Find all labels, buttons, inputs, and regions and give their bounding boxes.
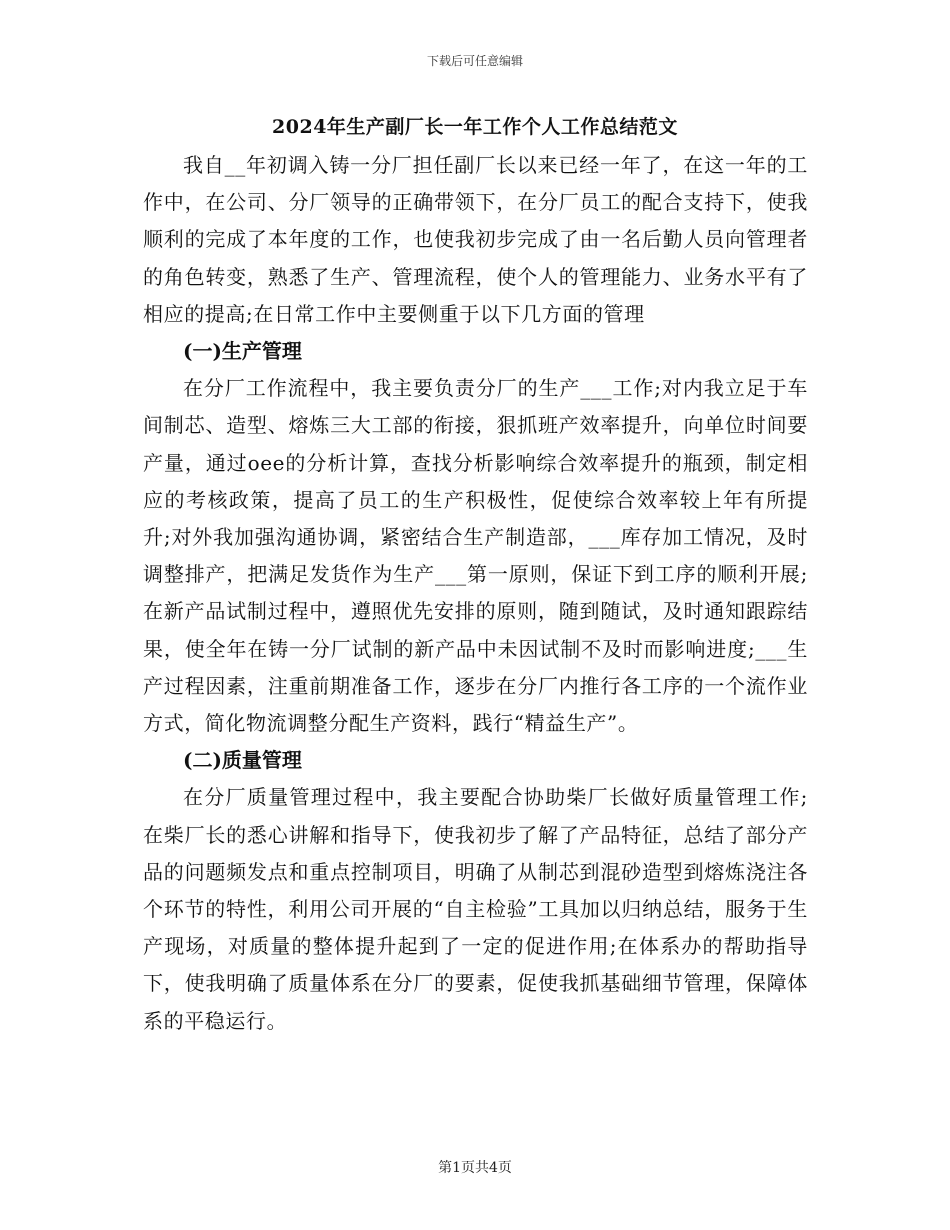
section-body-production: 在分厂工作流程中，我主要负责分厂的生产___工作;对内我立足于车间制芯、造型、熔炼三大工部的衔接，狠抓班产效率提升，向单位时间要产量，通过oee的分析计算，查找分析影响综合效率提升的瓶颈，制定相应的考核政策，提高了员工的生产积极性，促使综合效率较上年有所提升;对外我加强沟通协调，紧密结合生产制造部，___库存加工情况，及时调整排产，把满足发货作为生产___第一原则，保证下到工序的顺利开展;在新产品试制过程中，遵照优先安排的原则，随到随试，及时通知跟踪结果，使全年在铸一分厂试制的新产品中未因试制不及时而影响进度;___生产过程因素，注重前期准备工作，逐步在分厂内推行各工序的一个流作业方式，简化物流调整分配生产资料，践行“精益生产”。 xyxy=(143,376,808,736)
section-heading-production: (一)生产管理 xyxy=(183,339,302,364)
section-body-quality: 在分厂质量管理过程中，我主要配合协助柴厂长做好质量管理工作;在柴厂长的悉心讲解和指导下，使我初步了解了产品特征，总结了部分产品的问题频发点和重点控制项目，明确了从制芯到混砂造型到熔炼浇注各个环节的特性，利用公司开展的“自主检验”工具加以归纳总结，服务于生产现场，对质量的整体提升起到了一定的促进作用;在体系办的帮助指导下，使我明确了质量体系在分厂的要素，促使我抓基础细节管理，保障体系的平稳运行。 xyxy=(143,785,808,1033)
intro-paragraph: 我自__年初调入铸一分厂担任副厂长以来已经一年了，在这一年的工作中，在公司、分厂领导的正确带领下，在分厂员工的配合支持下，使我顺利的完成了本年度的工作，也使我初步完成了由一名后勤人员向管理者的角色转变，熟悉了生产、管理流程，使个人的管理能力、业务水平有了相应的提高;在日常工作中主要侧重于以下几方面的管理 xyxy=(143,153,808,326)
page-footer: 第1页共4页 xyxy=(438,1160,512,1176)
header-note: 下载后可任意编辑 xyxy=(426,54,523,68)
section-heading-quality: (二)质量管理 xyxy=(183,748,302,773)
document-title: 2024年生产副厂长一年工作个人工作总结范文 xyxy=(272,116,678,138)
document-body xyxy=(143,147,808,1040)
